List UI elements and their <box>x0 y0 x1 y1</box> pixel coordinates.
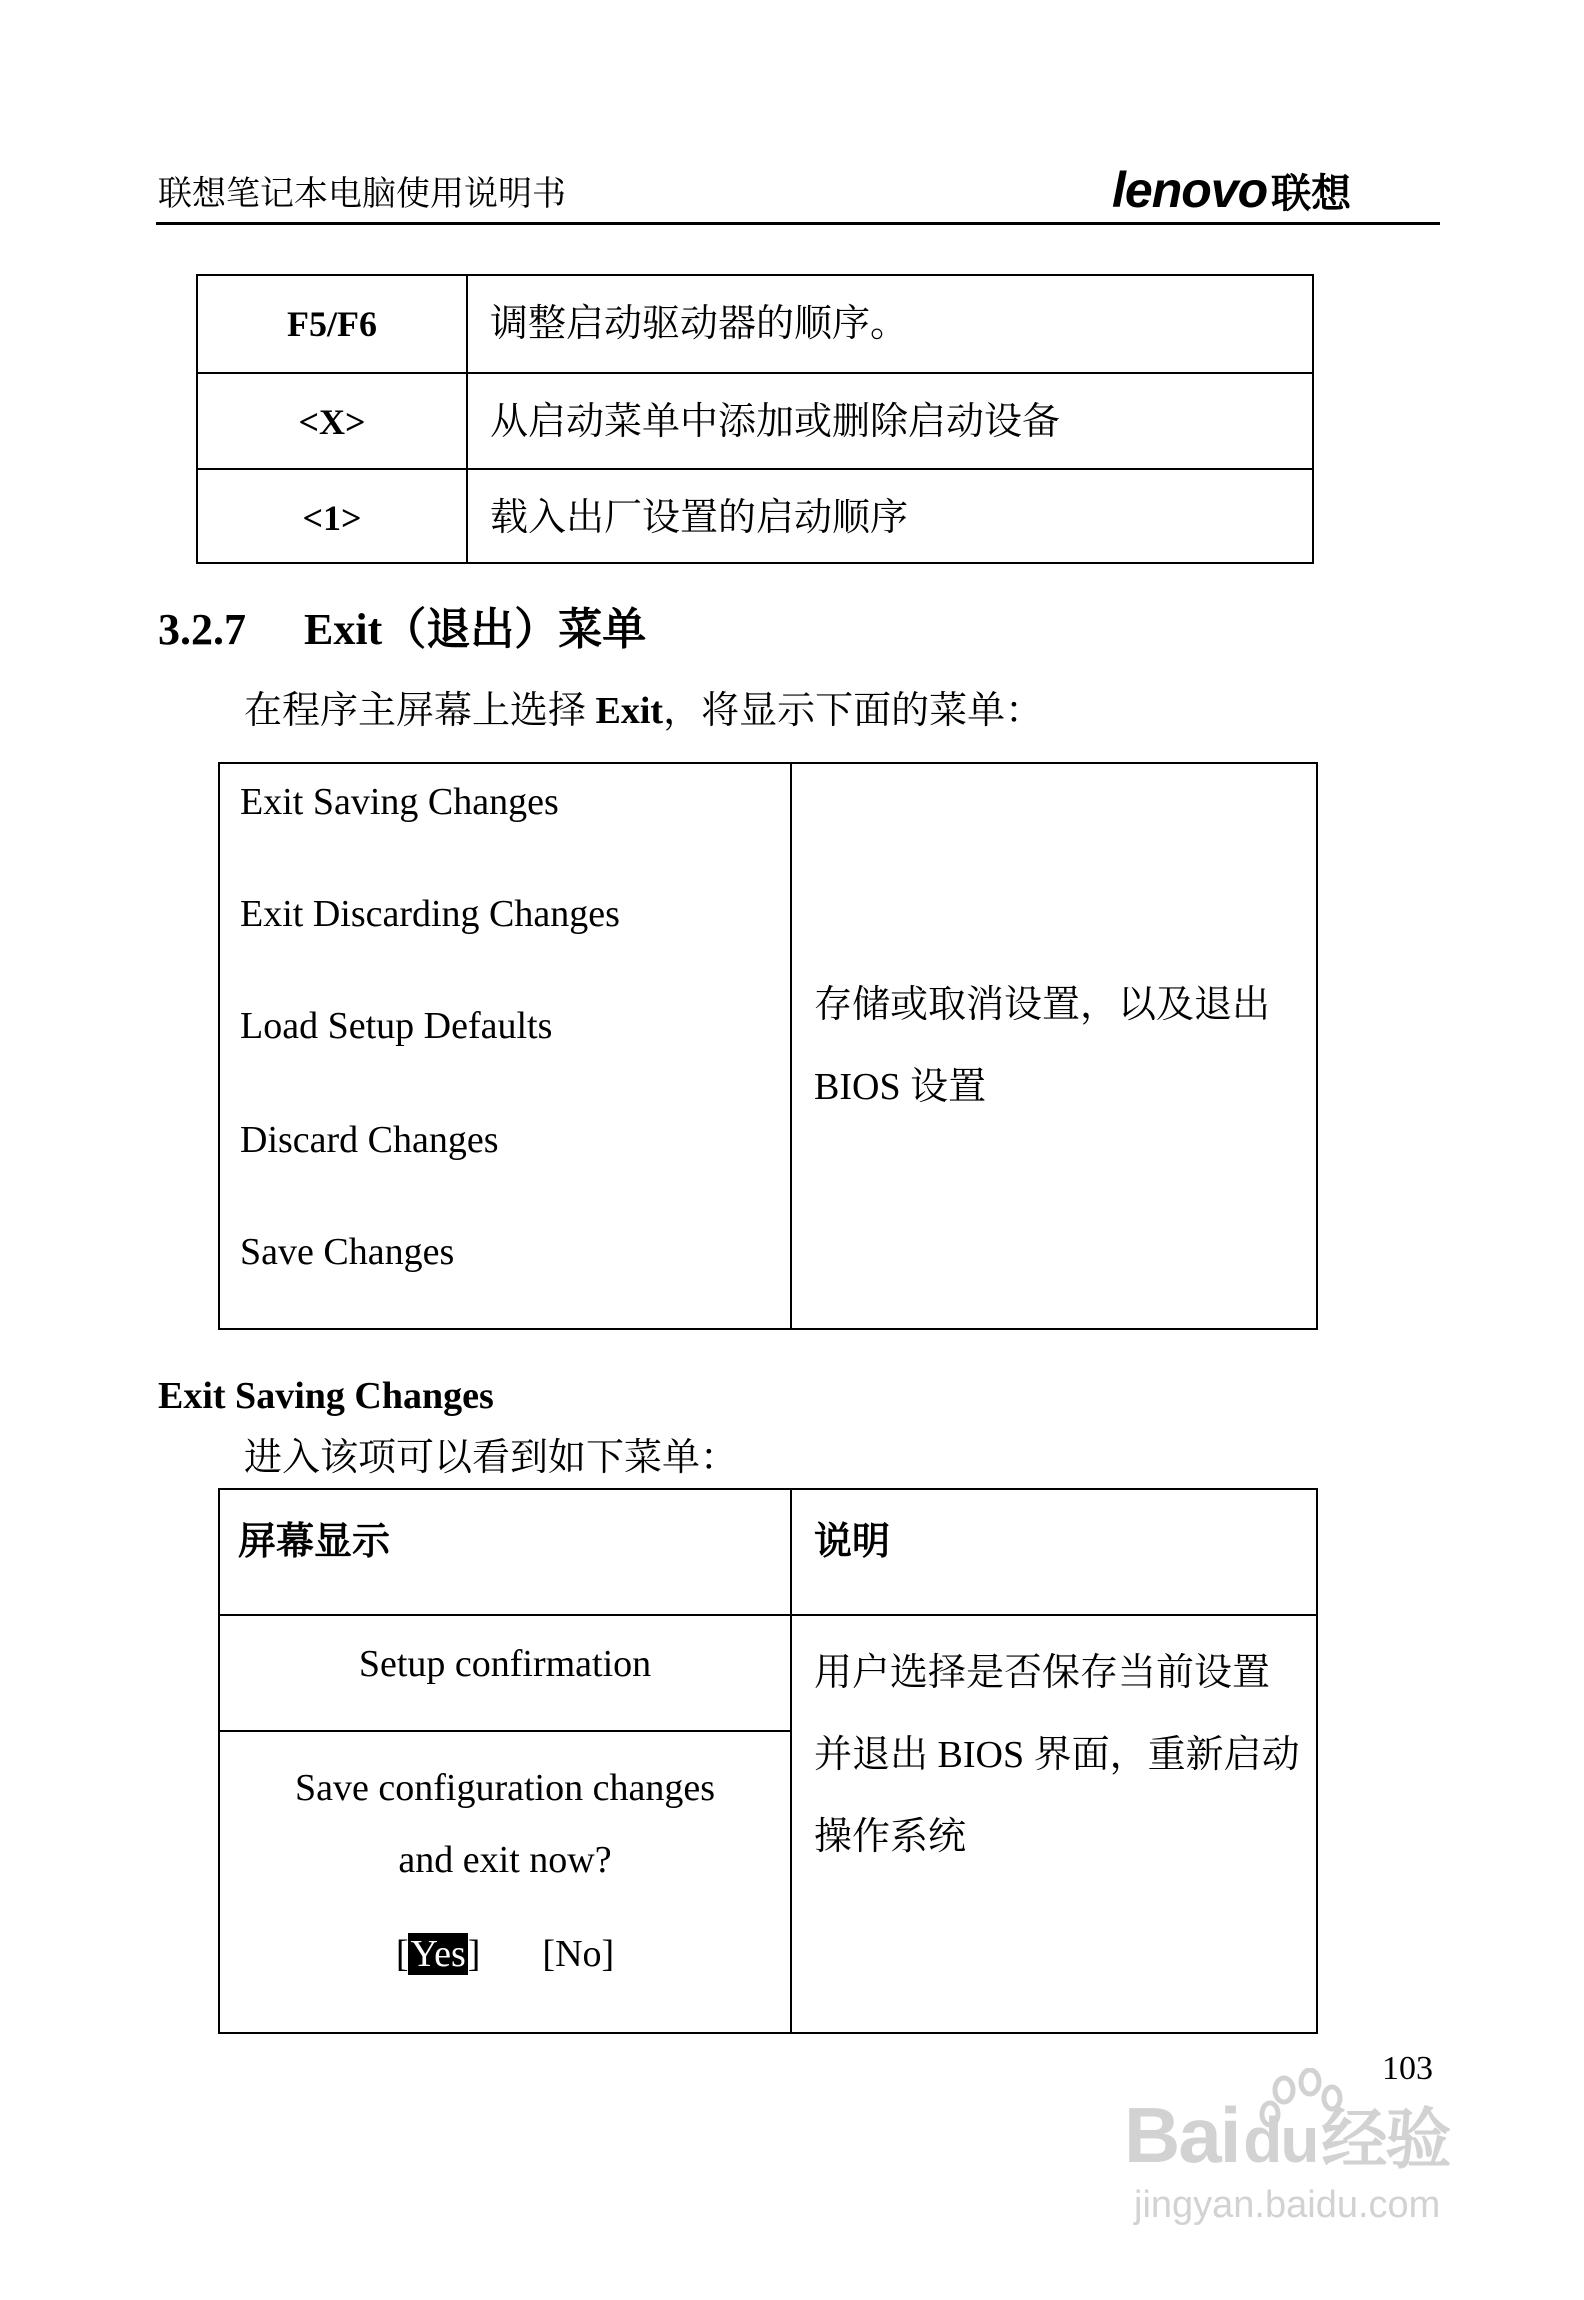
row-divider <box>220 1730 790 1732</box>
table-row <box>198 276 1312 372</box>
section-intro <box>244 684 1043 738</box>
desc-cell: 调整启动驱动器的顺序。 <box>490 303 909 345</box>
no-button[interactable]: [No] <box>542 1933 615 1975</box>
watermark-bai: Bai <box>1124 2091 1240 2179</box>
column-divider <box>790 1490 792 2032</box>
confirm-message <box>220 1752 790 1896</box>
confirm-message-line2: and exit now? <box>398 1839 612 1881</box>
confirm-table <box>218 1488 1318 2034</box>
table-row <box>198 372 1312 470</box>
table-row <box>198 468 1312 566</box>
watermark-du: du <box>1243 2104 1318 2176</box>
menu-item-exit-discarding: Exit Discarding Changes <box>240 893 620 935</box>
key-cell: <1> <box>302 498 362 538</box>
lenovo-logo <box>1112 160 1351 224</box>
logo-cn: 联想 <box>1271 172 1352 216</box>
paw-icon <box>1258 2068 1348 2158</box>
key-cell: F5/F6 <box>287 304 377 344</box>
document-title: 联想笔记本电脑使用说明书 <box>158 176 566 213</box>
confirm-message-line1: Save configuration changes <box>295 1767 715 1809</box>
header-rule <box>156 222 1440 225</box>
logo-wordmark: lenovo <box>1112 162 1268 218</box>
intro-exit: Exit <box>595 690 664 732</box>
key-cell: <X> <box>298 402 366 442</box>
header-description: 说明 <box>814 1521 891 1563</box>
confirm-buttons: [Yes] [No] <box>395 1933 615 1975</box>
setup-confirmation-title: Setup confirmation <box>358 1643 652 1685</box>
exit-menu-table <box>218 762 1318 1330</box>
exit-menu-description: 存储或取消设置，以及退出 BIOS 设置 <box>814 984 1271 1108</box>
desc-cell: 从启动菜单中添加或删除启动设备 <box>490 401 1061 443</box>
section-heading <box>158 600 646 660</box>
section-title: Exit（退出）菜单 <box>304 605 647 654</box>
menu-item-exit-saving: Exit Saving Changes <box>240 781 559 823</box>
menu-item-discard-changes: Discard Changes <box>240 1119 499 1161</box>
yes-button[interactable]: Yes <box>410 1933 466 1975</box>
header-screen: 屏幕显示 <box>238 1521 391 1563</box>
desc-cell: 载入出厂设置的启动顺序 <box>490 497 909 539</box>
menu-item-load-defaults: Load Setup Defaults <box>240 1005 553 1047</box>
boot-keys-table <box>196 274 1314 564</box>
watermark-cn: 经验 <box>1321 2102 1450 2176</box>
section-number: 3.2.7 <box>158 605 246 654</box>
subsection-intro: 进入该项可以看到如下菜单： <box>244 1437 739 1479</box>
intro-text-after: ，将显示下面的菜单： <box>663 690 1044 732</box>
watermark-url: jingyan.baidu.com <box>1134 2184 1441 2226</box>
subsection-title: Exit Saving Changes <box>158 1375 494 1417</box>
column-divider <box>790 764 792 1328</box>
menu-item-save-changes: Save Changes <box>240 1231 455 1273</box>
header-divider <box>220 1614 1316 1616</box>
page-number: 103 <box>1382 2050 1433 2087</box>
intro-text: 在程序主屏幕上选择 <box>244 690 596 732</box>
confirm-description: 用户选择是否保存当前设置并退出 BIOS 界面，重新启动操作系统 <box>814 1652 1300 1858</box>
